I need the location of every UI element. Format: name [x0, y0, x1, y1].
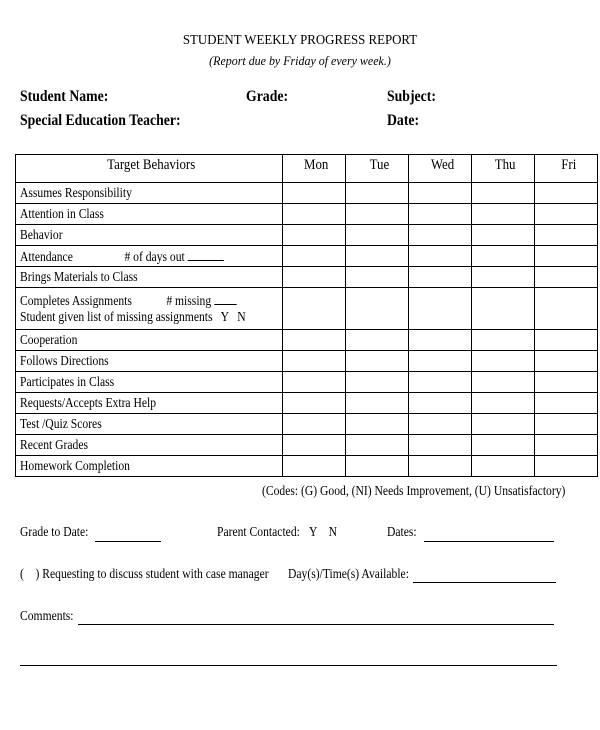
parent-contacted-yn[interactable]: Y N [309, 524, 337, 539]
col-header-wed: Wed [409, 155, 472, 183]
grade-cell[interactable] [535, 183, 598, 204]
col-header-behaviors: Target Behaviors [16, 155, 283, 183]
table-row [16, 183, 598, 204]
grade-label: Grade: [246, 88, 289, 105]
table-header-row [16, 155, 598, 183]
grade-cell[interactable] [409, 246, 472, 267]
col-header-mon: Mon [283, 155, 346, 183]
grade-cell[interactable] [409, 372, 472, 393]
grade-cell[interactable] [283, 204, 346, 225]
grade-cell[interactable] [283, 456, 346, 477]
grade-cell[interactable] [283, 414, 346, 435]
table-row [16, 288, 598, 330]
grade-cell[interactable] [472, 225, 535, 246]
col-header-thu: Thu [472, 155, 535, 183]
grade-cell[interactable] [472, 351, 535, 372]
behavior-label: Attention in Class [16, 204, 283, 225]
grade-cell[interactable] [535, 330, 598, 351]
grade-cell[interactable] [346, 414, 409, 435]
grade-cell[interactable] [346, 435, 409, 456]
table-row [16, 267, 598, 288]
grade-cell[interactable] [346, 204, 409, 225]
dates-line[interactable] [424, 541, 554, 542]
grade-cell[interactable] [535, 414, 598, 435]
grade-cell[interactable] [472, 288, 535, 330]
date-label: Date: [387, 112, 420, 129]
grade-cell[interactable] [535, 351, 598, 372]
grade-cell[interactable] [535, 225, 598, 246]
grade-cell[interactable] [409, 204, 472, 225]
behavior-label: Attendance # of days out [16, 246, 283, 267]
grade-cell[interactable] [409, 435, 472, 456]
subject-label: Subject: [387, 88, 436, 105]
codes-legend: (Codes: (G) Good, (NI) Needs Improvement, (U) Unsatisfactory) [262, 483, 566, 498]
comments-line-1[interactable] [78, 624, 554, 625]
grade-cell[interactable] [346, 183, 409, 204]
grade-cell[interactable] [409, 225, 472, 246]
col-header-fri: Fri [535, 155, 598, 183]
table-row [16, 204, 598, 225]
grade-cell[interactable] [346, 372, 409, 393]
grade-cell[interactable] [409, 183, 472, 204]
grade-cell[interactable] [472, 204, 535, 225]
days-out-blank[interactable] [188, 248, 224, 261]
case-manager-request[interactable]: ( ) Requesting to discuss student with case manager [20, 566, 269, 581]
behavior-label: Requests/Accepts Extra Help [16, 393, 283, 414]
grade-cell[interactable] [535, 288, 598, 330]
grade-cell[interactable] [535, 372, 598, 393]
behavior-label: Recent Grades [16, 435, 283, 456]
student-name-label: Student Name: [20, 88, 109, 105]
grade-cell[interactable] [535, 456, 598, 477]
grade-cell[interactable] [409, 414, 472, 435]
table-row [16, 456, 598, 477]
grade-cell[interactable] [409, 393, 472, 414]
grade-cell[interactable] [346, 267, 409, 288]
grade-cell[interactable] [346, 351, 409, 372]
behavior-label: Cooperation [16, 330, 283, 351]
days-times-label: Day(s)/Time(s) Available: [288, 566, 409, 581]
grade-cell[interactable] [535, 246, 598, 267]
table-row [16, 225, 598, 246]
parent-contacted-label: Parent Contacted: [217, 524, 300, 539]
table-row [16, 372, 598, 393]
grade-cell[interactable] [283, 393, 346, 414]
comments-line-2[interactable] [20, 665, 557, 666]
grade-cell[interactable] [472, 414, 535, 435]
report-subtitle: (Report due by Friday of every week.) [209, 53, 391, 68]
behavior-label: Brings Materials to Class [16, 267, 283, 288]
grade-cell[interactable] [409, 288, 472, 330]
grade-cell[interactable] [535, 393, 598, 414]
grade-cell[interactable] [283, 351, 346, 372]
table-row [16, 414, 598, 435]
grade-cell[interactable] [409, 351, 472, 372]
grade-cell[interactable] [283, 267, 346, 288]
days-times-line[interactable] [413, 582, 556, 583]
grade-to-date-line[interactable] [95, 541, 161, 542]
table-row [16, 330, 598, 351]
comments-label: Comments: [20, 608, 74, 623]
missing-list-label: Student given list of missing assignments [20, 309, 213, 324]
behavior-label: Assumes Responsibility [16, 183, 283, 204]
behavior-label: Completes Assignments # missing Student given list of missing assignments Y N [16, 288, 283, 330]
report-title: STUDENT WEEKLY PROGRESS REPORT [182, 33, 418, 48]
grade-cell[interactable] [346, 225, 409, 246]
behavior-table [15, 154, 598, 477]
teacher-label: Special Education Teacher: [20, 112, 181, 129]
grade-cell[interactable] [346, 330, 409, 351]
days-out-label: # of days out [124, 248, 185, 264]
grade-cell[interactable] [535, 267, 598, 288]
grade-cell[interactable] [283, 246, 346, 267]
grade-cell[interactable] [472, 456, 535, 477]
grade-cell[interactable] [535, 435, 598, 456]
grade-cell[interactable] [346, 288, 409, 330]
grade-cell[interactable] [472, 393, 535, 414]
grade-cell[interactable] [346, 456, 409, 477]
grade-cell[interactable] [346, 393, 409, 414]
behavior-label: Test /Quiz Scores [16, 414, 283, 435]
grade-cell[interactable] [283, 225, 346, 246]
grade-cell[interactable] [283, 435, 346, 456]
grade-cell[interactable] [283, 288, 346, 330]
grade-cell[interactable] [409, 456, 472, 477]
dates-label: Dates: [387, 524, 417, 539]
grade-cell[interactable] [472, 183, 535, 204]
grade-cell[interactable] [472, 435, 535, 456]
grade-cell[interactable] [535, 204, 598, 225]
grade-cell[interactable] [409, 330, 472, 351]
grade-cell[interactable] [472, 372, 535, 393]
table-row [16, 351, 598, 372]
behavior-label: Homework Completion [16, 456, 283, 477]
grade-cell[interactable] [472, 267, 535, 288]
grade-cell[interactable] [472, 246, 535, 267]
behavior-label: Behavior [16, 225, 283, 246]
col-header-tue: Tue [346, 155, 409, 183]
behavior-label: Follows Directions [16, 351, 283, 372]
grade-cell[interactable] [346, 246, 409, 267]
missing-list-yn[interactable]: Y N [220, 309, 246, 324]
behavior-label: Participates in Class [16, 372, 283, 393]
grade-cell[interactable] [472, 330, 535, 351]
grade-cell[interactable] [283, 372, 346, 393]
grade-cell[interactable] [283, 183, 346, 204]
grade-to-date-label: Grade to Date: [20, 524, 89, 539]
grade-cell[interactable] [409, 267, 472, 288]
missing-count-blank[interactable] [214, 292, 236, 305]
table-row [16, 393, 598, 414]
grade-cell[interactable] [283, 330, 346, 351]
table-row [16, 246, 598, 267]
missing-label: # missing [166, 293, 212, 308]
table-row [16, 435, 598, 456]
